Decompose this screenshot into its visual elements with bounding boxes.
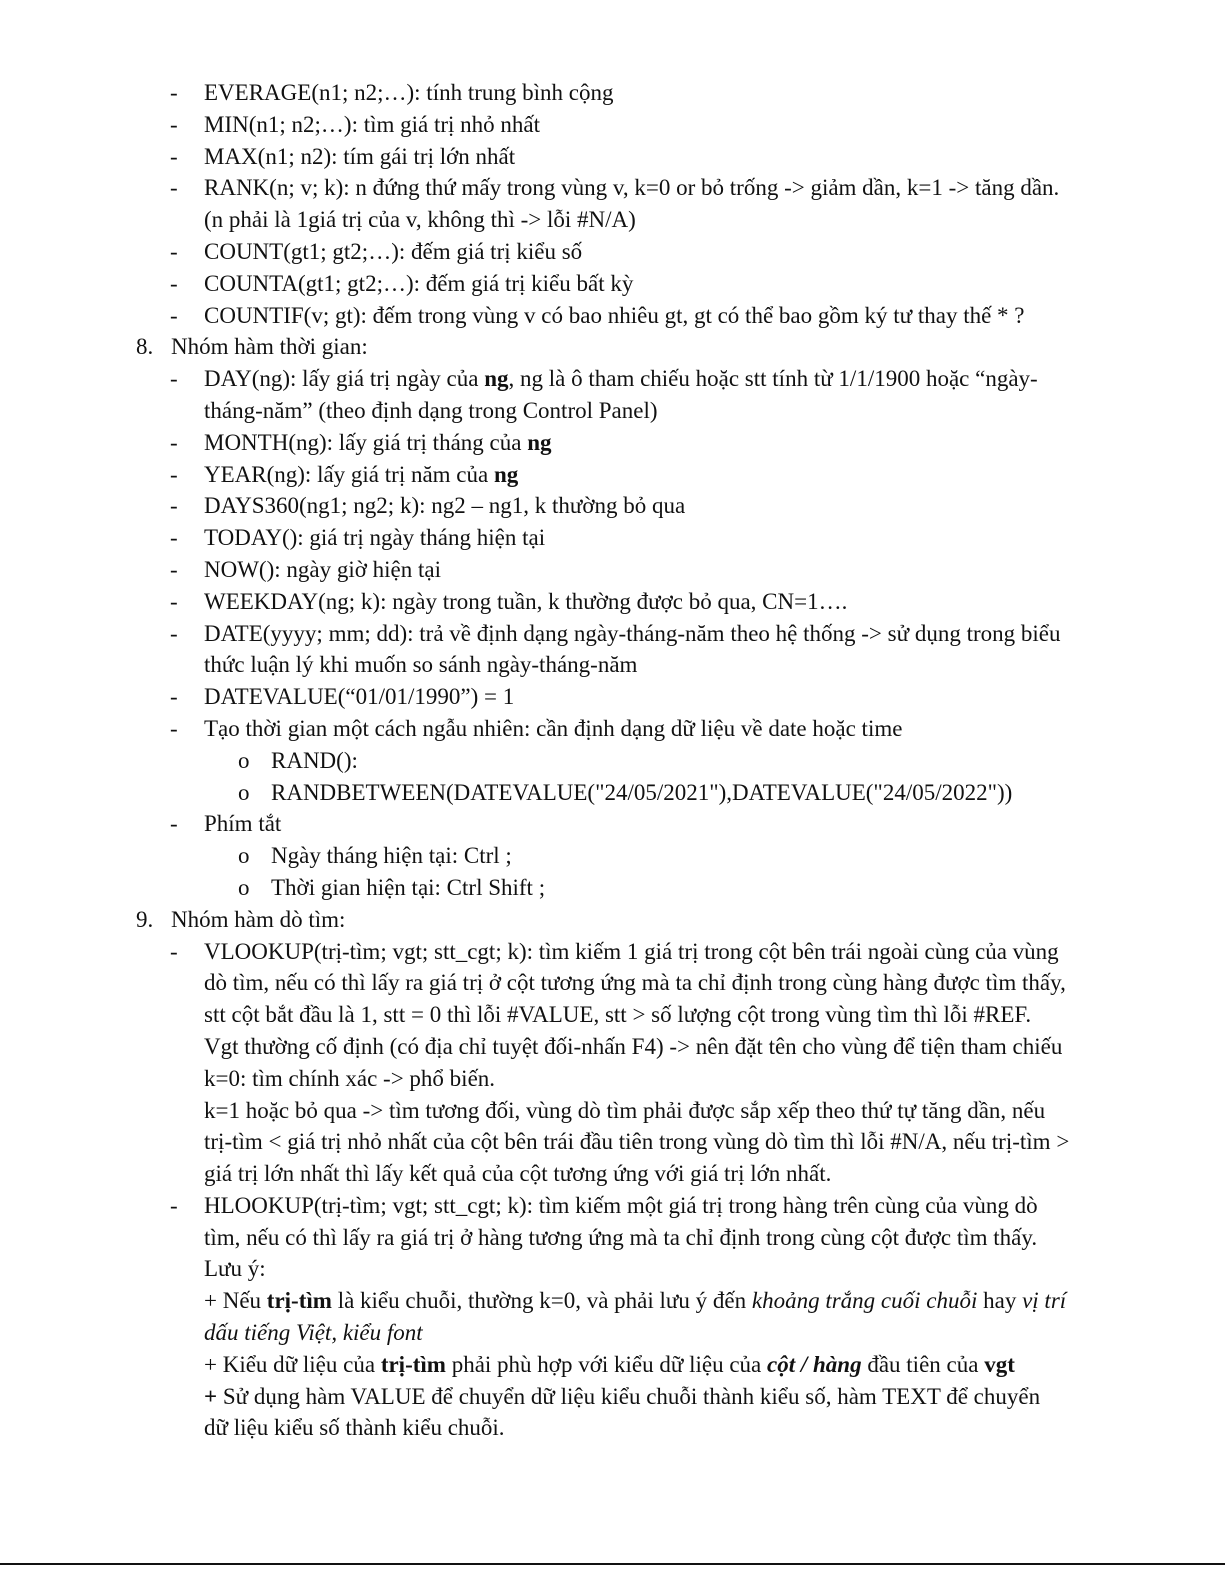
dash-marker: - <box>170 588 178 614</box>
list-item-text <box>204 427 1124 459</box>
sub-list-item-text: Thời gian hiện tại: Ctrl Shift ; <box>271 874 546 900</box>
list-item <box>0 77 1225 109</box>
list-item-text: RANK(n; v; k): n đứng thứ mấy trong vùng v, k=0 or bỏ trống -> giảm dần, k=1 -> tăng dần. <box>204 175 1060 201</box>
list-item-continuation <box>0 395 1225 427</box>
dash-marker: - <box>170 143 178 169</box>
sub-list-item <box>0 872 1225 904</box>
list-item-continuation <box>0 1031 1225 1063</box>
sub-list-item <box>0 745 1225 777</box>
circle-marker: o <box>238 874 250 900</box>
list-item-text: dò tìm, nếu có thì lấy ra giá trị ở cột tương ứng mà ta chỉ định trong cùng hàng được tìm thấy, <box>204 970 1066 996</box>
text-run-bold: ng <box>527 429 552 455</box>
page-bottom-divider <box>0 1563 1225 1565</box>
text-run-bold: vgt <box>984 1351 1015 1377</box>
dash-marker: - <box>170 1192 178 1218</box>
dash-marker: - <box>170 429 178 455</box>
text-run: là kiểu chuỗi, thường k=0, và phải lưu ý đến <box>331 1288 752 1314</box>
list-item-text: Phím tắt <box>204 811 282 837</box>
text-run-bold: trị-tìm <box>380 1351 446 1377</box>
text-run-bold: ng <box>493 461 519 487</box>
list-item-text: VLOOKUP(trị-tìm; vgt; stt_cgt; k): tìm kiếm 1 giá trị trong cột bên trái ngoài cùng của vùng <box>204 938 1059 964</box>
list-item <box>0 459 1225 491</box>
text-run: YEAR(ng): lấy giá trị năm của <box>204 461 494 487</box>
dash-marker: - <box>170 302 178 328</box>
dash-marker: - <box>170 620 178 646</box>
list-item <box>0 141 1225 173</box>
list-item-continuation <box>0 204 1225 236</box>
text-run: + Nếu <box>204 1288 267 1314</box>
list-item-text: DATEVALUE(“01/01/1990”) = 1 <box>204 684 515 710</box>
list-item-text: (n phải là 1giá trị của v, không thì -> lỗi #N/A) <box>204 207 636 233</box>
dash-marker: - <box>170 111 178 137</box>
text-run: MONTH(ng): lấy giá trị tháng của <box>204 429 528 455</box>
list-item-text: thức luận lý khi muốn so sánh ngày-tháng-năm <box>204 652 638 678</box>
list-item <box>0 236 1225 268</box>
dash-marker: - <box>170 938 178 964</box>
list-item <box>0 300 1225 332</box>
document-content <box>0 77 1225 1444</box>
note-line <box>204 1285 1124 1317</box>
list-item <box>0 713 1225 745</box>
note-line <box>204 1349 1124 1381</box>
dash-marker: - <box>170 715 178 741</box>
list-item <box>0 1190 1225 1222</box>
list-item-continuation <box>0 1253 1225 1285</box>
list-item-continuation <box>0 649 1225 681</box>
list-item-continuation <box>0 999 1225 1031</box>
list-item-text: MAX(n1; n2): tím gái trị lớn nhất <box>204 143 516 169</box>
section-number: 9. <box>136 906 154 932</box>
list-item <box>0 808 1225 840</box>
list-item-text: COUNTIF(v; gt): đếm trong vùng v có bao nhiêu gt, gt có thể bao gồm ký tư thay thế * ? <box>204 302 1025 328</box>
dash-marker: - <box>170 461 178 487</box>
list-item-continuation <box>0 1285 1225 1317</box>
list-item <box>0 936 1225 968</box>
list-item-continuation <box>0 967 1225 999</box>
text-run: Sử dụng hàm VALUE để chuyển dữ liệu kiểu chuỗi thành kiểu số, hàm TEXT để chuyển <box>217 1383 1041 1409</box>
list-item-continuation <box>0 1317 1225 1349</box>
dash-marker: - <box>170 80 178 105</box>
dash-marker: - <box>170 556 178 582</box>
list-item <box>0 268 1225 300</box>
list-item-text: TODAY(): giá trị ngày tháng hiện tại <box>204 525 546 551</box>
list-item-text: COUNTA(gt1; gt2;…): đếm giá trị kiểu bất kỳ <box>204 270 634 296</box>
list-item-text: Tạo thời gian một cách ngẫu nhiên: cần định dạng dữ liệu về date hoặc time <box>204 715 903 741</box>
sub-list-item <box>0 777 1225 809</box>
text-run: hay <box>977 1288 1023 1314</box>
section-heading <box>0 331 1225 363</box>
text-run-bold: ng <box>484 366 509 392</box>
list-item-text: k=1 hoặc bỏ qua -> tìm tương đối, vùng dò tìm phải được sắp xếp theo thứ tự tăng dần, nếu <box>204 1097 1046 1123</box>
list-item-text: stt cột bắt đầu là 1, stt = 0 thì lỗi #VALUE, stt > số lượng cột trong vùng tìm thì lỗi #REF. <box>204 1002 1032 1028</box>
list-item <box>0 109 1225 141</box>
note-line: dữ liệu kiểu số thành kiểu chuỗi. <box>204 1415 505 1441</box>
text-run: DAY(ng): lấy giá trị ngày của <box>204 366 485 392</box>
dash-marker: - <box>170 238 178 264</box>
list-item-continuation <box>0 1126 1225 1158</box>
text-run: phải phù hợp với kiểu dữ liệu của <box>445 1351 767 1377</box>
list-item <box>0 427 1225 459</box>
section-title: Nhóm hàm dò tìm: <box>171 906 346 932</box>
dash-marker: - <box>170 525 178 551</box>
list-item-continuation <box>0 1222 1225 1254</box>
list-item <box>0 554 1225 586</box>
list-item-text: k=0: tìm chính xác -> phổ biến. <box>204 1065 496 1091</box>
list-item <box>0 586 1225 618</box>
text-run-bold: + <box>204 1383 218 1409</box>
list-item-text <box>204 459 1124 491</box>
list-item-continuation <box>0 1063 1225 1095</box>
list-item-continuation <box>0 1381 1225 1413</box>
list-item-text <box>204 363 1124 395</box>
text-run: + Kiểu dữ liệu của <box>204 1351 381 1377</box>
note-line <box>204 1381 1124 1413</box>
text-run-italic: khoảng trắng cuối chuỗi <box>751 1288 978 1314</box>
circle-marker: o <box>238 843 250 869</box>
list-item-text: EVERAGE(n1; n2;…): tính trung bình cộng <box>204 80 614 105</box>
text-run: , ng là ô tham chiếu hoặc stt tính từ 1/1/1900 hoặc “ngày- <box>508 366 1038 392</box>
section-number: 8. <box>136 334 154 360</box>
list-item-text: WEEKDAY(ng; k): ngày trong tuần, k thường được bỏ qua, CN=1…. <box>204 588 848 614</box>
dash-marker: - <box>170 811 178 837</box>
list-item <box>0 681 1225 713</box>
list-item-text: tháng-năm” (theo định dạng trong Control Panel) <box>204 397 658 423</box>
dash-marker: - <box>170 493 178 519</box>
sub-list-item-text: RAND(): <box>271 747 358 773</box>
list-item-text: DATE(yyyy; mm; dd): trả về định dạng ngày-tháng-năm theo hệ thống -> sử dụng trong biểu <box>204 620 1061 646</box>
list-item-text: NOW(): ngày giờ hiện tại <box>204 556 441 582</box>
list-item <box>0 490 1225 522</box>
dash-marker: - <box>170 175 178 201</box>
circle-marker: o <box>238 747 250 773</box>
list-item-text: tìm, nếu có thì lấy ra giá trị ở hàng tương ứng mà ta chỉ định trong cùng cột được tìm thấy. <box>204 1224 1038 1250</box>
list-item-text: MIN(n1; n2;…): tìm giá trị nhỏ nhất <box>204 111 541 137</box>
note-line <box>204 1317 1124 1349</box>
sub-list-item-text: RANDBETWEEN(DATEVALUE("24/05/2021"),DATEVALUE("24/05/2022")) <box>271 779 1013 805</box>
list-item <box>0 172 1225 204</box>
list-item-text: HLOOKUP(trị-tìm; vgt; stt_cgt; k): tìm kiếm một giá trị trong hàng trên cùng của vùng dò <box>204 1192 1038 1218</box>
text-run-italic: dấu tiếng Việt, kiểu font <box>204 1320 423 1346</box>
circle-marker: o <box>238 779 250 805</box>
list-item-text: trị-tìm < giá trị nhỏ nhất của cột bên trái đầu tiên trong vùng dò tìm thì lỗi #N/A, nếu trị-tìm > <box>204 1129 1070 1155</box>
list-item-text: giá trị lớn nhất thì lấy kết quả của cột tương ứng với giá trị lớn nhất. <box>204 1161 832 1187</box>
list-item <box>0 363 1225 395</box>
list-item-text: DAYS360(ng1; ng2; k): ng2 – ng1, k thường bỏ qua <box>204 493 686 519</box>
list-item-text: Vgt thường cố định (có địa chỉ tuyệt đối-nhấn F4) -> nên đặt tên cho vùng để tiện tham chiếu <box>204 1033 1063 1059</box>
text-run-bold-italic: cột / hàng <box>767 1351 862 1377</box>
list-item-continuation <box>0 1412 1225 1444</box>
dash-marker: - <box>170 684 178 710</box>
section-heading <box>0 904 1225 936</box>
list-item <box>0 618 1225 650</box>
list-item-continuation <box>0 1349 1225 1381</box>
list-item-continuation <box>0 1095 1225 1127</box>
sub-list-item-text: Ngày tháng hiện tại: Ctrl ; <box>271 843 512 869</box>
dash-marker: - <box>170 270 178 296</box>
list-item-continuation <box>0 1158 1225 1190</box>
dash-marker: - <box>170 366 178 392</box>
text-run-italic: vị trí <box>1022 1288 1067 1314</box>
list-item <box>0 522 1225 554</box>
text-run: đầu tiên của <box>861 1351 985 1377</box>
text-run-bold: trị-tìm <box>266 1288 332 1314</box>
sub-list-item <box>0 840 1225 872</box>
list-item-text: COUNT(gt1; gt2;…): đếm giá trị kiểu số <box>204 238 583 264</box>
note-label: Lưu ý: <box>204 1256 266 1282</box>
section-title: Nhóm hàm thời gian: <box>171 334 368 360</box>
